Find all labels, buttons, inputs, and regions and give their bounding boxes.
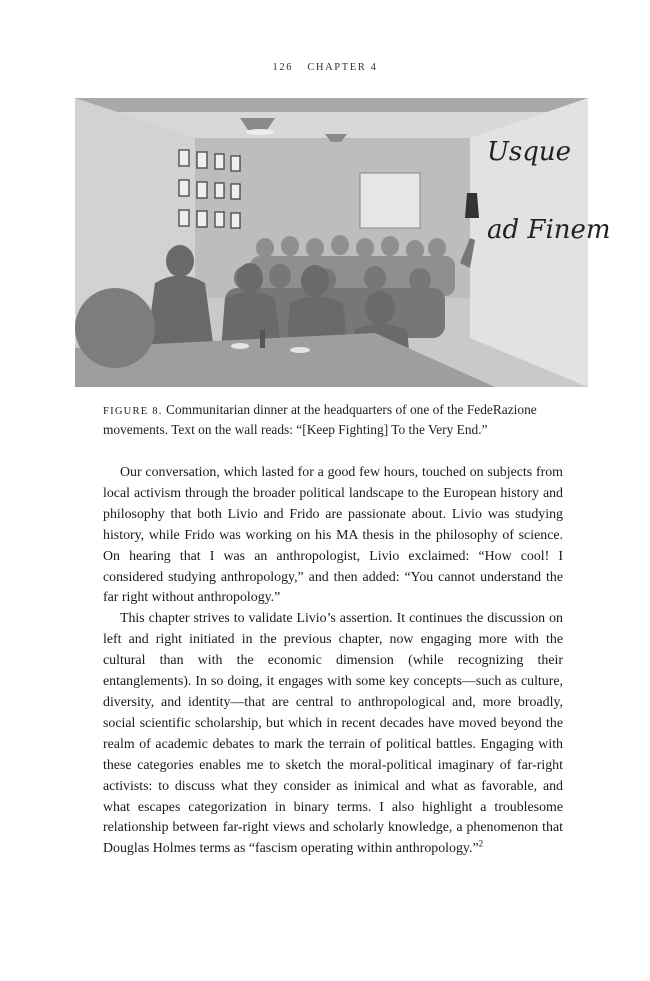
figure-caption xyxy=(103,401,563,439)
body-text xyxy=(103,463,563,860)
running-head xyxy=(0,62,650,73)
figure-label: FIGURE 8. xyxy=(103,406,163,417)
wall-text-line2: ad Finem xyxy=(487,215,611,245)
figure-illustration xyxy=(75,98,611,387)
footnote-reference[interactable]: 2 xyxy=(478,838,484,849)
paragraph-2 xyxy=(103,609,563,860)
chapter-label: CHAPTER 4 xyxy=(307,62,378,73)
paragraph-1: Our conversation, which lasted for a good few hours, touched on subjects from local activism through the broader political landscape to the European history and philosophy that both Livio and Frido are passionate about. Livio was studying history, while Frido was working on his MA thesis in the philosophy of science. On hearing that I was an anthropologist, Livio exclaimed: “How cool! I considered studying anthropology,” and then added: “You cannot understand the far right without anthropology.” xyxy=(103,465,563,606)
wall-text-line1: Usque xyxy=(487,137,572,167)
paragraph-2-text: This chapter strives to validate Livio’s assertion. It continues the discussion on left and right initiated in the previous chapter, now engaging more with the cultural than with the economic dimension (while recognizing their entanglements). In so doing, it engages with some key concepts—such as culture, diversity, and identity—that are central to anthropological and, more broadly, social scientific scholarship, but which in recent decades have moved beyond the realm of academic debates to mark the terrain of political battles. Engaging with these categories enables me to sketch the moral-political imaginary of far-right activists: to discuss what they consider as inimical and what as favorable, and what escapes categorization in binary terms. I also highlight a troublesome relationship between far-right views and scholarly knowledge, a phenomenon that Douglas Holmes terms as “fascism operating within anthropology.” xyxy=(103,611,563,857)
figure-caption-text: Communitarian dinner at the headquarters of one of the FedeRazione movements. Text on the wall reads: “[Keep Fighting] To the Very End.” xyxy=(103,402,537,437)
page-number: 126 xyxy=(272,62,294,73)
